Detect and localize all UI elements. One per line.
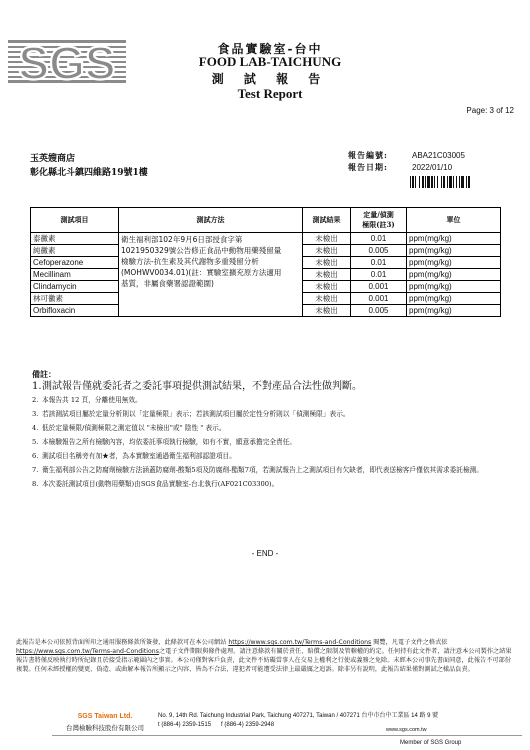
client-address: 彰化縣北斗鎮四維路19號1樓 — [30, 168, 148, 178]
note-number: 3. — [32, 410, 39, 418]
cell-result: 未檢出 — [303, 269, 351, 281]
disclaimer-pre: 此報告是本公司依照背面所印之通用服務條款所簽發，此條款可在本公司網站 — [16, 639, 227, 646]
note-item — [32, 395, 502, 405]
cell-result: 未檢出 — [303, 257, 351, 269]
end-marker: - END - — [251, 549, 279, 558]
note-item — [32, 465, 502, 475]
barcode-bar — [419, 176, 420, 188]
cell-unit: ppm(mg/kg) — [407, 305, 501, 317]
barcode-bar — [456, 176, 457, 188]
barcode-bar — [415, 176, 416, 188]
disclaimer-mid: 閱覽，凡電子文件之格式依 — [373, 639, 448, 646]
cell-item: Mecillinam — [31, 269, 119, 281]
col-header-loq — [351, 208, 407, 233]
cell-result: 未檢出 — [303, 233, 351, 245]
note-number: 5. — [32, 438, 39, 446]
cell-loq: 0.005 — [351, 305, 407, 317]
disclaimer — [16, 638, 514, 674]
footer-divider — [52, 735, 522, 736]
note-text: 衛生福利部公告之防腐劑檢驗方法涵蓋防腐劑-酸類5項及防腐劑-酯類7項，若測試報告上之測試項目有欠缺者，即代表送檢客戶僅依其需求委託檢測。 — [42, 466, 484, 474]
note-number: 4. — [32, 424, 39, 432]
barcode-bar — [434, 176, 435, 188]
footer-company-zh: 台灣檢驗科技股份有限公司 — [66, 724, 144, 732]
cell-item: 泰黴素 — [31, 233, 119, 245]
report-number-label: 報告編號: — [348, 150, 388, 160]
note-text: 測試項目名稱旁有加★者，為本實驗室通過衛生福利部認證項目。 — [42, 452, 236, 460]
cell-result: 未檢出 — [303, 305, 351, 317]
footer-website[interactable]: www.sgs.com.tw — [386, 727, 427, 733]
cell-loq: 0.01 — [351, 269, 407, 281]
cell-result: 未檢出 — [303, 245, 351, 257]
cell-item: Clindamycin — [31, 281, 119, 293]
note-text: 若該測試項目屬於定量分析則以「定量極限」表示；若該測試項目屬於定性分析則以「偵測極限」表示。 — [42, 410, 350, 418]
barcode-bar — [461, 176, 464, 188]
report-date — [348, 162, 452, 173]
report-number-value: ABA21C03005 — [412, 151, 465, 160]
barcode-bar — [412, 176, 414, 188]
report-title-en: Test Report — [237, 86, 303, 101]
barcode-bar — [447, 176, 448, 188]
cell-method — [119, 233, 303, 317]
barcode-bar — [410, 176, 411, 188]
cell-unit: ppm(mg/kg) — [407, 269, 501, 281]
table-header-row — [31, 208, 501, 233]
cell-unit: ppm(mg/kg) — [407, 281, 501, 293]
barcode-bar — [427, 176, 430, 188]
note-item — [32, 380, 502, 393]
note-number: 8. — [32, 480, 39, 488]
report-date-value: 2022/01/10 — [412, 163, 453, 172]
cell-unit: ppm(mg/kg) — [407, 233, 501, 245]
barcode-bar — [443, 176, 445, 188]
method-line: (MOHWV0034.01)(註：實驗室擴充原方法適用 — [121, 268, 282, 277]
lab-title-zh: 食品實驗室-台中 — [217, 42, 323, 56]
note-number: 7. — [32, 466, 39, 474]
cell-result: 未檢出 — [303, 281, 351, 293]
report-number — [348, 150, 465, 161]
barcode-bar — [449, 176, 452, 188]
col-header-unit: 單位 — [407, 208, 501, 233]
note-number: 2. — [32, 396, 39, 404]
barcode-bar — [453, 176, 454, 188]
col-header-loq-line1: 定量/偵測 — [363, 210, 394, 219]
cell-item: Cefoperazone — [31, 257, 119, 269]
client-name: 玉英嫂商店 — [30, 154, 76, 164]
notes-list — [32, 380, 502, 493]
barcode-bar — [466, 176, 467, 188]
barcode-bar — [468, 176, 470, 188]
barcode-bar — [441, 176, 442, 188]
col-header-loq-line2: 極限(註3) — [362, 220, 395, 229]
cell-loq: 0.01 — [351, 233, 407, 245]
disclaimer-rest: 之電子文件期限與條件處理。請注意條款有關於責任、賠償之限制及管轄權的約定。任何持有此文件者，請注意本公司製作之結果報告書將僅反映執行時所紀錄且於接受指示範圍內之事實。本公司僅對客戶負責，此文件不妨礙當事人在交易上權利之行使或義務之免除。未經本公司事先書面同意，此報告不可部份複製。任何未經授權的變更、偽造、或曲解本報告所顯示之內容，皆為不合法，違犯者可能遭受法律上最嚴厲之追訴。除非另有說明，此報告結果僅對測試之樣品負責。 — [16, 648, 512, 673]
notes-title: 備註： — [32, 369, 56, 379]
barcode-bar — [437, 176, 438, 188]
note-item — [32, 451, 502, 461]
terms-link[interactable]: https://www.sgs.com.tw/Terms-and-Conditions — [228, 639, 372, 646]
note-text: 低於定量極限/偵測極限之測定值以 "未檢出"或" 陰性 " 表示。 — [42, 424, 226, 432]
cell-item: Orbifloxacin — [31, 305, 119, 317]
col-header-method: 測試方法 — [119, 208, 303, 233]
table-row — [31, 233, 501, 245]
lab-title-en: FOOD LAB-TAICHUNG — [198, 54, 342, 69]
logo-text: SGS — [18, 38, 116, 84]
note-text: 本次委託測試項目(動物用藥類)由SGS食品實驗室-台北執行(AF021C03300)。 — [42, 480, 279, 488]
col-header-result: 測試結果 — [303, 208, 351, 233]
note-text: 本報告共 12 頁，分離使用無效。 — [42, 396, 142, 404]
cell-loq: 0.005 — [351, 245, 407, 257]
method-line: 衛生福利部102年9月6日部授食字第 — [121, 235, 243, 244]
note-text: 測試報告僅就委託者之委託事項提供測試結果，不對產品合法性做判斷。 — [42, 381, 362, 392]
note-item — [32, 409, 502, 419]
cell-loq: 0.001 — [351, 281, 407, 293]
cell-loq: 0.01 — [351, 257, 407, 269]
report-date-label: 報告日期: — [348, 162, 388, 172]
results-table — [30, 207, 501, 317]
cell-unit: ppm(mg/kg) — [407, 257, 501, 269]
method-line: 基質，非屬食藥署認證範圍) — [121, 279, 214, 288]
note-item — [32, 423, 502, 433]
barcode-bar — [425, 176, 426, 188]
note-item — [32, 437, 502, 447]
cell-unit: ppm(mg/kg) — [407, 293, 501, 305]
report-title-zh: 測 試 報 告 — [211, 72, 329, 86]
barcode — [410, 176, 498, 188]
footer-member: Member of SGS Group — [400, 740, 462, 746]
terms-link-2[interactable]: https://www.sgs.com.tw/Terms-and-Conditions — [16, 648, 159, 655]
note-number: 6. — [32, 452, 39, 460]
page-number: Page: 3 of 12 — [466, 106, 514, 115]
cell-loq: 0.001 — [351, 293, 407, 305]
method-line: 檢驗方法-抗生素及其代謝物多重殘留分析 — [121, 257, 259, 266]
barcode-bar — [459, 176, 460, 188]
cell-item: 林可黴素 — [31, 293, 119, 305]
cell-unit: ppm(mg/kg) — [407, 245, 501, 257]
barcode-bar — [422, 176, 424, 188]
cell-result: 未檢出 — [303, 293, 351, 305]
footer-fax: f (886-4) 2359-2948 — [221, 722, 275, 728]
note-number: 1. — [32, 381, 42, 392]
barcode-bar — [431, 176, 433, 188]
col-header-item: 測試項目 — [31, 208, 119, 233]
footer-address: No. 9, 14th Rd. Taichung Industrial Park, Taichung 407271, Taiwan / 407271 台中市台中工業區 14 路 9 號 — [158, 713, 439, 719]
sgs-logo — [8, 38, 126, 84]
footer-tel: t (886-4) 2359-1515 — [158, 722, 212, 728]
note-text: 本檢驗報告之所有檢驗內容，均依委託事項執行檢驗，如有不實，願意承擔完全責任。 — [42, 438, 297, 446]
method-line: 1021950329號公告修正食品中動物用藥殘留量 — [121, 246, 282, 255]
footer-company-en: SGS Taiwan Ltd. — [77, 713, 133, 720]
cell-item: 純黴素 — [31, 245, 119, 257]
note-item — [32, 479, 502, 489]
